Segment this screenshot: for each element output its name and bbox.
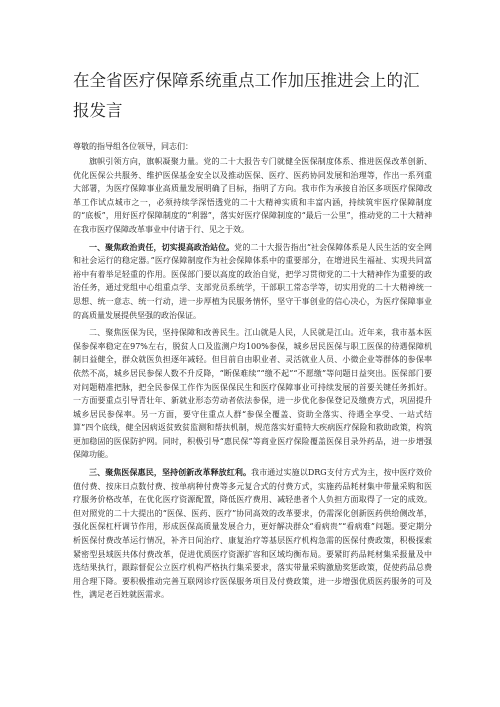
section-heading: 一、聚焦政治责任，切实提高政治站位。	[89, 241, 235, 252]
paragraph-text: 我市通过实施以DRG支付方式为主，按中医疗效价值付费、按床日点数付费、按单病种付费等多元复合式的付费方式，实施药品耗材集中带量采购和医疗服务价格改革，在优化医疗资源配置，降低医疗费用、减轻患者个人负担方面取得了一定的成效。但对照党的二十大提出的“医保、医药、医疗”协同高效的改革要求，仍需深化创新医药供给侧改革，强化医保杠杆调节作用，形成医保高质量发展合力，更好解决群众“看病贵”“看病难”问题。要定期分析医保付费改革运行情况，补齐日间治疗、康复治疗等基层医疗机构急需的医保付费政策，积极探索紧密型县域医共体付费改革，促进优质医疗资源扩容和区域均衡布局。要紧盯药品耗材集采报量及中选结果执行，跟踪督促公立医疗机构严格执行集采要求，落实带量采购激励奖惩政策，促使药品总费用合理下降。要积极推动完善互联网诊疗医保服务项目及付费政策，进一步增强优质医药服务的可及性，满足老百姓就医需求。	[73, 468, 433, 600]
paragraph-intro	[73, 155, 432, 237]
paragraph-text: 旗帜引领方向，旗帜凝聚力量。党的二十大报告专门就健全医保制度体系、推进医保改革创新、优化医保公共服务、维护医保基金安全以及推动医保、医疗、医药协同发展和治理等，作出一系列重大部署，为医疗保障事业高质量发展明确了目标，指明了方向。我市作为承接自治区多项医疗保障改革工作试点城市之一，必须持续学深悟透党的二十大精神实质和丰富内涵，持续筑牢医疗保障制度的“底板”，用好医疗保障制度的“利器”，落实好医疗保障制度的“最后一公里”，推动党的二十大精神在我市医疗保障改革事业中付诸于行、见之于效。	[73, 157, 432, 234]
salutation: 尊敬的指导组各位领导，同志们：	[73, 142, 193, 151]
paragraph-section-1	[73, 241, 432, 323]
paragraph-section-3	[73, 466, 432, 602]
section-heading: 三、聚焦医保惠民，坚持创新改革释放红利。	[89, 467, 252, 478]
paragraph-text: 党的二十大报告指出“社会保障体系是人民生活的安全网和社会运行的稳定器。”医疗保障制度作为社会保障体系中的重要部分，在增进民生福祉、实现共同富裕中有着举足轻重的作用。医保部门要以高度的政治自觉，把学习贯彻党的二十大精神作为重要的政治任务，通过党组中心组重点学、支部党员系统学，干部职工常态学等，切实用党的二十大精神统一思想、统一意志、统一行动，进一步厚植为民服务情怀，坚守干事创业的信心决心，为医疗保障事业的高质量发展提供坚强的政治保证。	[73, 242, 432, 320]
document-title: 在全省医疗保障系统重点工作加压推进会上的汇报发言	[73, 71, 420, 120]
paragraph-text: 二、聚焦医保为民，坚持保障和改善民生。江山就是人民，人民就是江山。近年来，我市基本医保参保率稳定在97%左右，脱贫人口及监测户均100%参保，城乡居民医保与职工医保的待遇保障机制日益健全，群众就医负担逐年减轻。但目前自由职业者、灵活就业人员、小微企业等群体的参保率依然不高，城乡居民参保人数不升反降，“断保难续”“缴不起”“不愿缴”等问题日益突出。医保部门要对问题精准把脉，把全民参保工作作为医保保民生和医疗保障事业可持续发展的首要关键任务抓好。一方面要重点引导青壮年、新就业形态劳动者依法参保，进一步优化参保登记及缴费方式，巩固提升城乡居民参保率。另一方面，要守住重点人群“参保全覆盖、资助全落实、待遇全享受、一站式结算”四个底线，健全因病返贫致贫监测和帮扶机制，规范落实好重特大疾病医疗保险和救助政策，构筑更加稳固的医保防护网。同时，积极引导“惠民保”等商业医疗保险覆盖医保目录外药品，进一步增强保障功能。	[73, 328, 432, 460]
paragraph-section-2	[73, 326, 432, 462]
